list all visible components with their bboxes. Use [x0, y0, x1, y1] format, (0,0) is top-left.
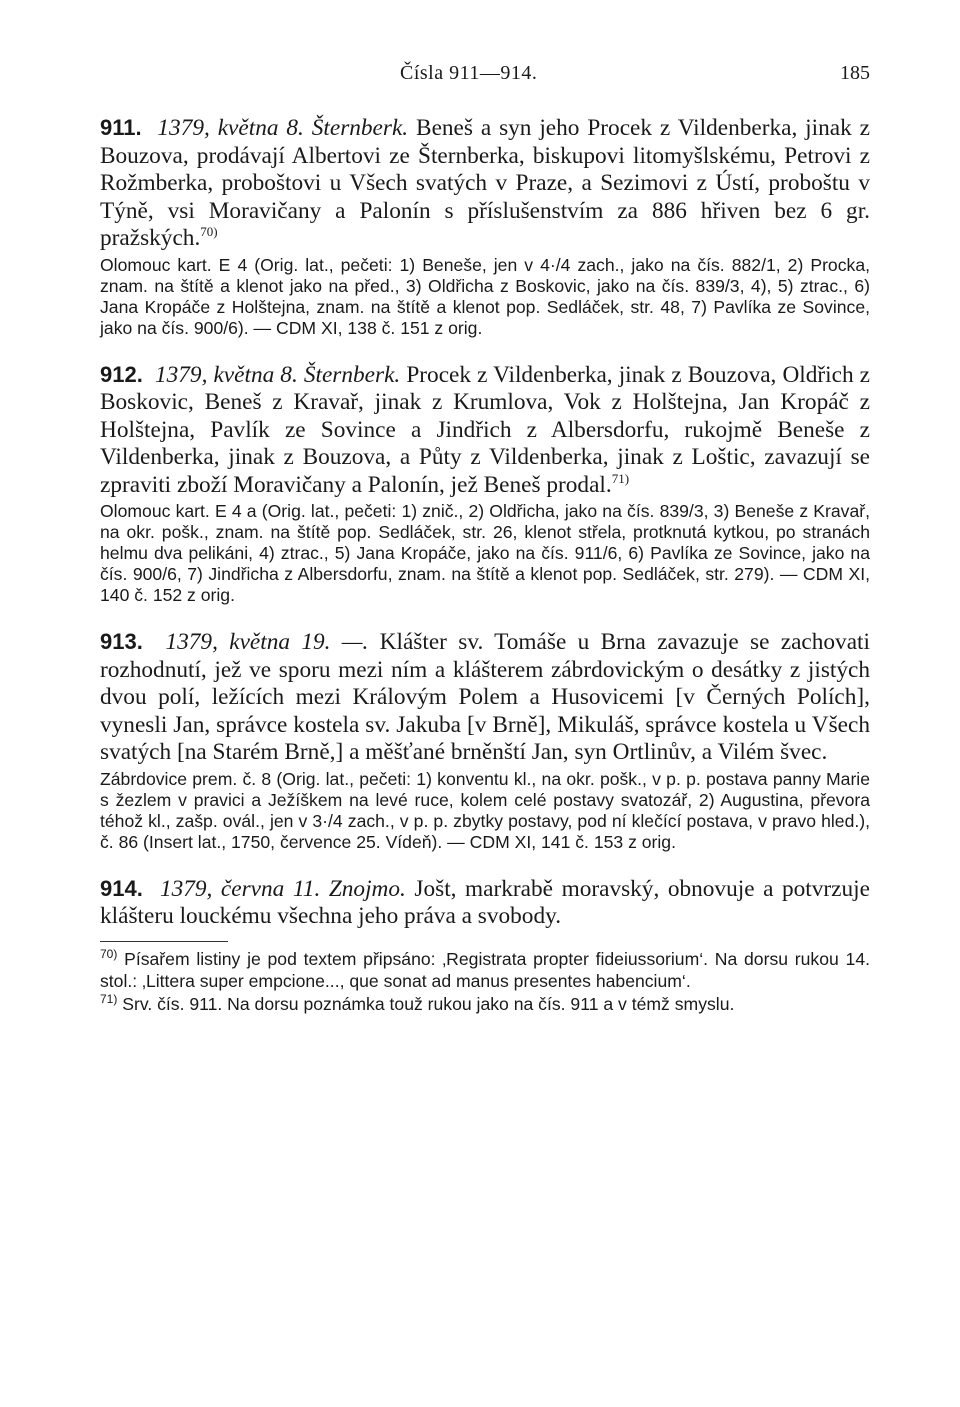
entry-body: Jošt, markrabě moravský, obnovuje a potvrzuje klášteru louckému všechna jeho práva a svobody.	[100, 875, 870, 929]
entry-text	[100, 628, 870, 767]
footnote-70	[100, 948, 870, 992]
entry-911	[100, 114, 870, 339]
entry-914	[100, 875, 870, 931]
footnote-text: Srv. čís. 911. Na dorsu poznámka touž rukou jako na čís. 911 a v témž smyslu.	[122, 993, 735, 1014]
footnote-divider	[100, 941, 228, 942]
entry-913	[100, 628, 870, 853]
entry-body: Procek z Vildenberka, jinak z Bouzova, Oldřich z Boskovic, Beneš z Kravař, jinak z Krumlova, Vok z Holštejna, Jan Kropáč z Holštejna, Pavlík ze Sovince a Jindřich z Albersdorfu, rukojmě Beneše z Vildenberka, jinak z Bouzova, a Půty z Vildenberka, jinak z Loštic, zavazují se zpraviti zboží Moravičany a Palonín, jež Beneš prodal.	[100, 361, 871, 498]
source-note: Zábrdovice prem. č. 8 (Orig. lat., pečeti: 1) konventu kl., na okr. pošk., v p. p. postava panny Marie s žezlem v pravici a Ježíškem na levé ruce, kolem celé postavy svatozář, 2) Augustina, převora téhož kl., zašp. ovál., jen v 3·/4 zach., v p. p. zbytky postavy, pod ní klečící postava, v pravo hled.), č. 86 (Insert lat., 1750, července 25. Vídeň). — CDM XI, 141 č. 153 z orig.	[100, 768, 870, 852]
entry-912	[100, 361, 870, 607]
entry-text	[100, 875, 870, 931]
entry-date: 1379, května 8. Šternberk.	[154, 361, 401, 388]
running-title: Čísla 911—914.	[400, 62, 538, 84]
source-note: Olomouc kart. E 4 a (Orig. lat., pečeti: 1) znič., 2) Oldřicha, jako na čís. 839/3, 3) Beneše z Kravař, na okr. pošk., znam. na štítě pop. Sedláček, str. 26, klenot střela, protknutá kytkou, po stranách helmu dva pelikáni, 4) ztrac., 5) Jana Kropáče, jako na čís. 911/6, 6) Pavlíka ze Sovince, jako na čís. 900/6, 7) Jindřicha z Albersdorfu, znam. na štítě a klenot pop. Sedláček, str. 279). — CDM XI, 140 č. 152 z orig.	[100, 501, 870, 605]
entry-number: 913.	[100, 629, 143, 654]
page-number: 185	[840, 62, 870, 84]
source-note: Olomouc kart. E 4 (Orig. lat., pečeti: 1) Beneše, jen v 4·/4 zach., jako na čís. 882/1, 2) Procka, znam. na štítě a klenot jako na před., 3) Oldřicha z Boskovic, jako na čís. 839/3, 4), 5) ztrac., 6) Jana Kropáče z Holštejna, znam. na štítě a klenot pop. Sedláček, str. 48, 7) Pavlíka ze Sovince, jako na čís. 900/6). — CDM XI, 138 č. 151 z orig.	[100, 254, 870, 338]
footnote-71	[100, 993, 870, 1015]
entry-text	[100, 114, 870, 253]
entry-date: 1379, června 11. Znojmo.	[159, 875, 406, 902]
footnote-mark: 71)	[100, 991, 118, 1006]
entry-date: 1379, května 19. —.	[165, 629, 369, 655]
entry-text	[100, 361, 870, 500]
document-page	[100, 62, 870, 1016]
entry-number: 912.	[100, 361, 143, 387]
footnote-reference: 71)	[611, 470, 630, 486]
entry-date: 1379, května 8. Šternberk.	[157, 115, 409, 141]
footnote-text: Písařem listiny je pod textem připsáno: ‚Registrata propter fideiussorium‘. Na dorsu rukou 14. stol.: ‚Littera super empcione..., que sonat ad manus presentes habencium‘.	[100, 948, 870, 991]
entry-body: Beneš a syn jeho Procek z Vildenberka, jinak z Bouzova, prodávají Albertovi ze Šternberka, biskupovi litomyšlskému, Petrovi z Rožmberka, proboštovi u Všech svatých v Praze, a Sezimovi z Ústí, proboštu v Týně, vsi Moravičany a Palonín s příslušenstvím za 886 hřiven bez 6 gr. pražských.	[100, 115, 870, 251]
entry-body: Klášter sv. Tomáše u Brna zavazuje se zachovati rozhodnutí, jež ve sporu mezi ním a klášterem zábrdovickým o desátky z jistých dvou polí, ležících mezi Královým Polem a Husovicemi [v Černých Polích], vynesli Jan, správce kostela sv. Jakuba [v Brně], Mikuláš, správce kostela u Všech svatých [na Starém Brně,] a měšťané brněnští Jan, syn Ortlinův, a Vilém švec.	[100, 629, 870, 765]
entry-number: 914.	[100, 875, 143, 901]
running-header	[100, 62, 870, 92]
footnote-reference: 70)	[200, 224, 218, 240]
footnote-mark: 70)	[100, 946, 118, 961]
entry-number: 911.	[100, 115, 142, 140]
